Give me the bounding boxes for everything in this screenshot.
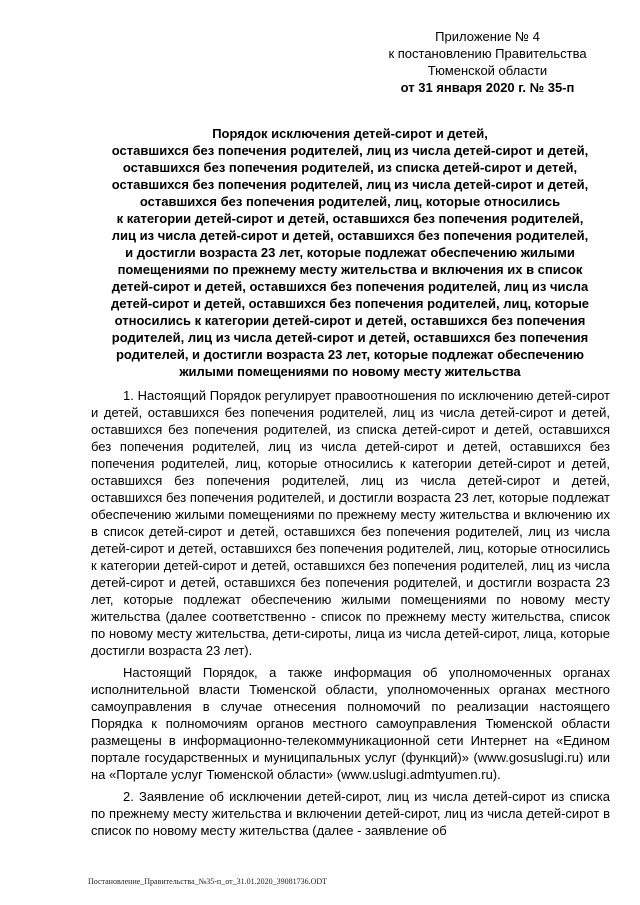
- title-line: родителей, лиц из числа детей-сирот и детей, оставшихся без попечения: [111, 330, 589, 345]
- title-line: детей-сирот и детей, оставшихся без попечения родителей, лиц из числа: [111, 279, 589, 294]
- title-line: и достигли возраста 23 лет, которые подлежат обеспечению жилыми: [125, 245, 575, 260]
- appendix-header: [355, 28, 620, 96]
- title-line: относились к категории детей-сирот и детей, оставшихся без попечения: [114, 313, 586, 328]
- title-line: к категории детей-сирот и детей, оставшихся без попечения родителей,: [116, 211, 584, 226]
- title-line: детей-сирот и детей, оставшихся без попечения родителей, лиц, которые: [110, 296, 590, 311]
- title-line: жилыми помещениями по новому месту жительства: [179, 364, 521, 379]
- title-line: родителей, и достигли возраста 23 лет, которые подлежат обеспечению: [115, 347, 585, 362]
- paragraph-2: Настоящий Порядок, а также информация об уполномоченных органах исполнительной власти Тюменской области, уполномоченных органах местного самоуправления в случае отнесения полномочий по реализации настоящего Порядка к полномочиям органов местного самоуправления Тюменской области размещены в информационно-телекоммуникационной сети Интернет на «Едином портале государственных и муниципальных услуг (функций)» (www.gosuslugi.ru) или на «Портале услуг Тюменской области» (www.uslugi.admtyumen.ru).: [91, 665, 610, 782]
- appendix-region: Тюменской области: [427, 63, 548, 78]
- document-title: [88, 125, 612, 380]
- title-line: оставшихся без попечения родителей, из списка детей-сирот и детей,: [122, 160, 578, 175]
- appendix-number: Приложение № 4: [435, 29, 540, 44]
- title-line: оставшихся без попечения родителей, лиц из числа детей-сирот и детей,: [111, 177, 589, 192]
- appendix-date: от 31 января 2020 г. № 35-п: [400, 80, 575, 95]
- title-line: лиц из числа детей-сирот и детей, оставшихся без попечения родителей,: [111, 228, 589, 243]
- file-footer: Постановление_Правительства_№35-п_от_31.01.2020_39081736.ODT: [88, 877, 328, 886]
- title-line: оставшихся без попечения родителей, лиц из числа детей-сирот и детей,: [111, 143, 589, 158]
- paragraph-3: 2. Заявление об исключении детей-сирот, лиц из числа детей-сирот из списка по прежнему месту жительства и включении детей-сирот, лиц из числа детей-сирот в список по новому месту жительства (далее - заявление об: [91, 789, 610, 838]
- document-body: [91, 387, 610, 839]
- title-line: Порядок исключения детей-сирот и детей,: [212, 126, 488, 141]
- title-line: оставшихся без попечения родителей, лиц, которые относились: [139, 194, 561, 209]
- paragraph-1: 1. Настоящий Порядок регулирует правоотношения по исключению детей-сирот и детей, оставшихся без попечения родителей, лиц из числа детей-сирот и детей, оставшихся без попечения родителей, из списка детей-сирот и детей, оставшихся без попечения родителей, лиц из числа детей-сирот и детей, оставшихся без попечения родителей, лиц, которые относились к категории детей-сирот и детей, оставшихся без попечения родителей, лиц из числа детей-сирот и детей, оставшихся без попечения родителей, и достигли возраста 23 лет, которые подлежат обеспечению жилыми помещениями по прежнему месту жительства и включению их в список детей-сирот и детей, оставшихся без попечения родителей, лиц из числа детей-сирот и детей, оставшихся без попечения родителей, лиц, которые относились к категории детей-сирот и детей, оставшихся без попечения родителей, лиц из числа детей-сирот и детей, оставшихся без попечения родителей, и достигли возраста 23 лет, которые подлежат обеспечению жилыми помещениями по новому месту жительства (далее соответственно - список по прежнему месту жительства, список по новому месту жительства, дети-сироты, лица из числа детей-сирот, лица, которые достигли возраста 23 лет).: [91, 388, 610, 658]
- title-line: помещениями по прежнему месту жительства и включения их в список: [117, 262, 583, 277]
- appendix-ref-line: к постановлению Правительства: [388, 46, 587, 61]
